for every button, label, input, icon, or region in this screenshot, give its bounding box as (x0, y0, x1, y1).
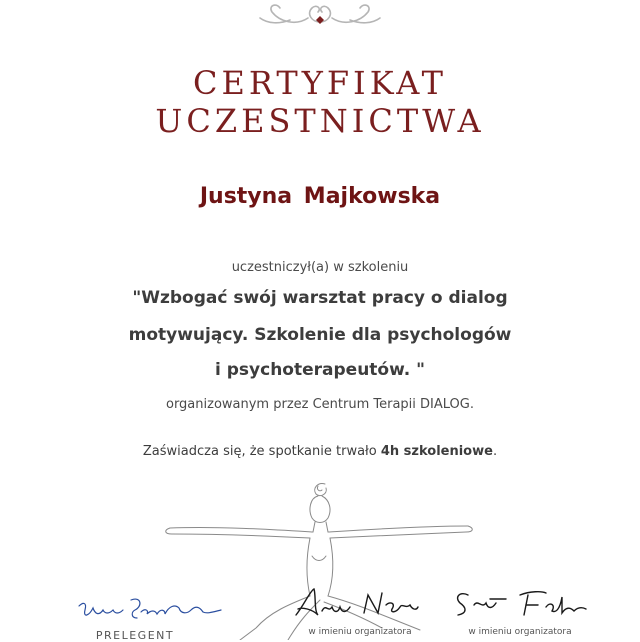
prelegent-signature (75, 592, 225, 628)
statement (0, 444, 640, 459)
organizer-signature-2 (450, 585, 590, 625)
course-title-line-1: "Wzbogać swój warsztat pracy o dialog (132, 288, 508, 308)
statement-duration: 4h szkoleniowe (380, 444, 493, 459)
certificate-title-line-1: CERTYFIKAT (193, 64, 447, 102)
statement-suffix: . (492, 444, 498, 459)
intro-text: uczestniczył(a) w szkoleniu (231, 260, 409, 275)
statement-prefix: Zaświadcza się, że spotkanie trwało (142, 444, 381, 459)
organizer-text: organizowanym przez Centrum Terapii DIALOG. (165, 397, 474, 412)
decorative-flourish-icon (250, 0, 390, 28)
organizer-signature-1 (292, 585, 422, 625)
organizer-label-1: w imieniu organizatora (308, 627, 412, 637)
prelegent-label: PRELEGENT (95, 629, 175, 642)
organizer-label-2: w imieniu organizatora (468, 627, 572, 637)
course-title-line-3: i psychoterapeutów. " (215, 360, 425, 380)
certificate-title-line-2: UCZESTNICTWA (155, 102, 485, 140)
participant-name: Justyna Majkowska (199, 184, 441, 209)
course-title-line-2: motywujący. Szkolenie dla psychologów (128, 325, 512, 345)
